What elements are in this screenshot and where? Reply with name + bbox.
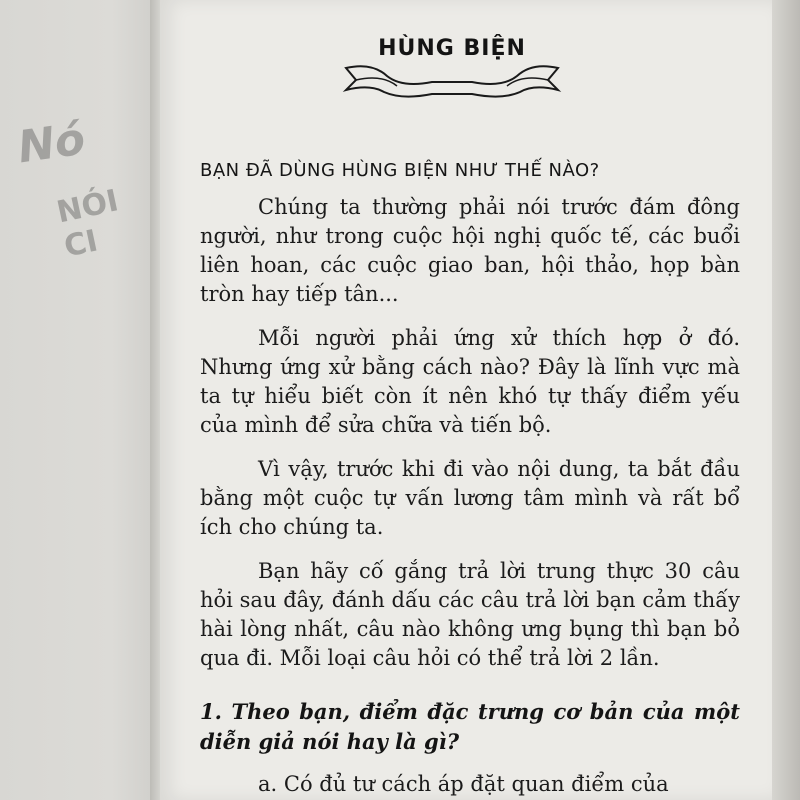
book-page <box>160 0 772 800</box>
chapter-banner <box>342 30 562 100</box>
paragraph: Vì vậy, trước khi đi vào nội dung, ta bắt đầu bằng một cuộc tự vấn lương tâm mình và rất bổ ích cho chúng ta. <box>200 457 740 539</box>
body-text <box>200 193 740 673</box>
page-edge <box>772 0 800 800</box>
paragraph: Bạn hãy cố gắng trả lời trung thực 30 câu hỏi sau đây, đánh dấu các câu trả lời bạn cảm thấy hài lòng nhất, câu nào không ưng bụng thì bạn bỏ qua đi. Mỗi loại câu hỏi có thể trả lời 2 lần. <box>200 559 740 670</box>
section-heading: BẠN ĐÃ DÙNG HÙNG BIỆN NHƯ THẾ NÀO? <box>200 160 600 181</box>
chapter-title: HÙNG BIỆN <box>378 36 526 61</box>
ribbon-icon <box>342 60 562 100</box>
left-page <box>0 0 160 800</box>
paragraph: Chúng ta thường phải nói trước đám đông người, như trong cuộc hội nghị quốc tế, các buổi liên hoan, các cuộc giao ban, hội thảo, họp bàn tròn hay tiếp tân... <box>200 195 740 306</box>
bleed-through-text: NÓI CI <box>53 183 122 265</box>
paragraph: Mỗi người phải ứng xử thích hợp ở đó. Nhưng ứng xử bằng cách nào? Đây là lĩnh vực mà ta tự hiểu biết còn ít nên khó tự thấy điểm yếu của mình để sửa chữa và tiến bộ. <box>200 326 740 437</box>
answer-a: a. Có đủ tư cách áp đặt quan điểm của <box>258 772 669 796</box>
question-1: 1. Theo bạn, điểm đặc trưng cơ bản của một diễn giả nói hay là gì? <box>200 699 740 754</box>
bleed-through-text: Nó <box>14 113 89 174</box>
